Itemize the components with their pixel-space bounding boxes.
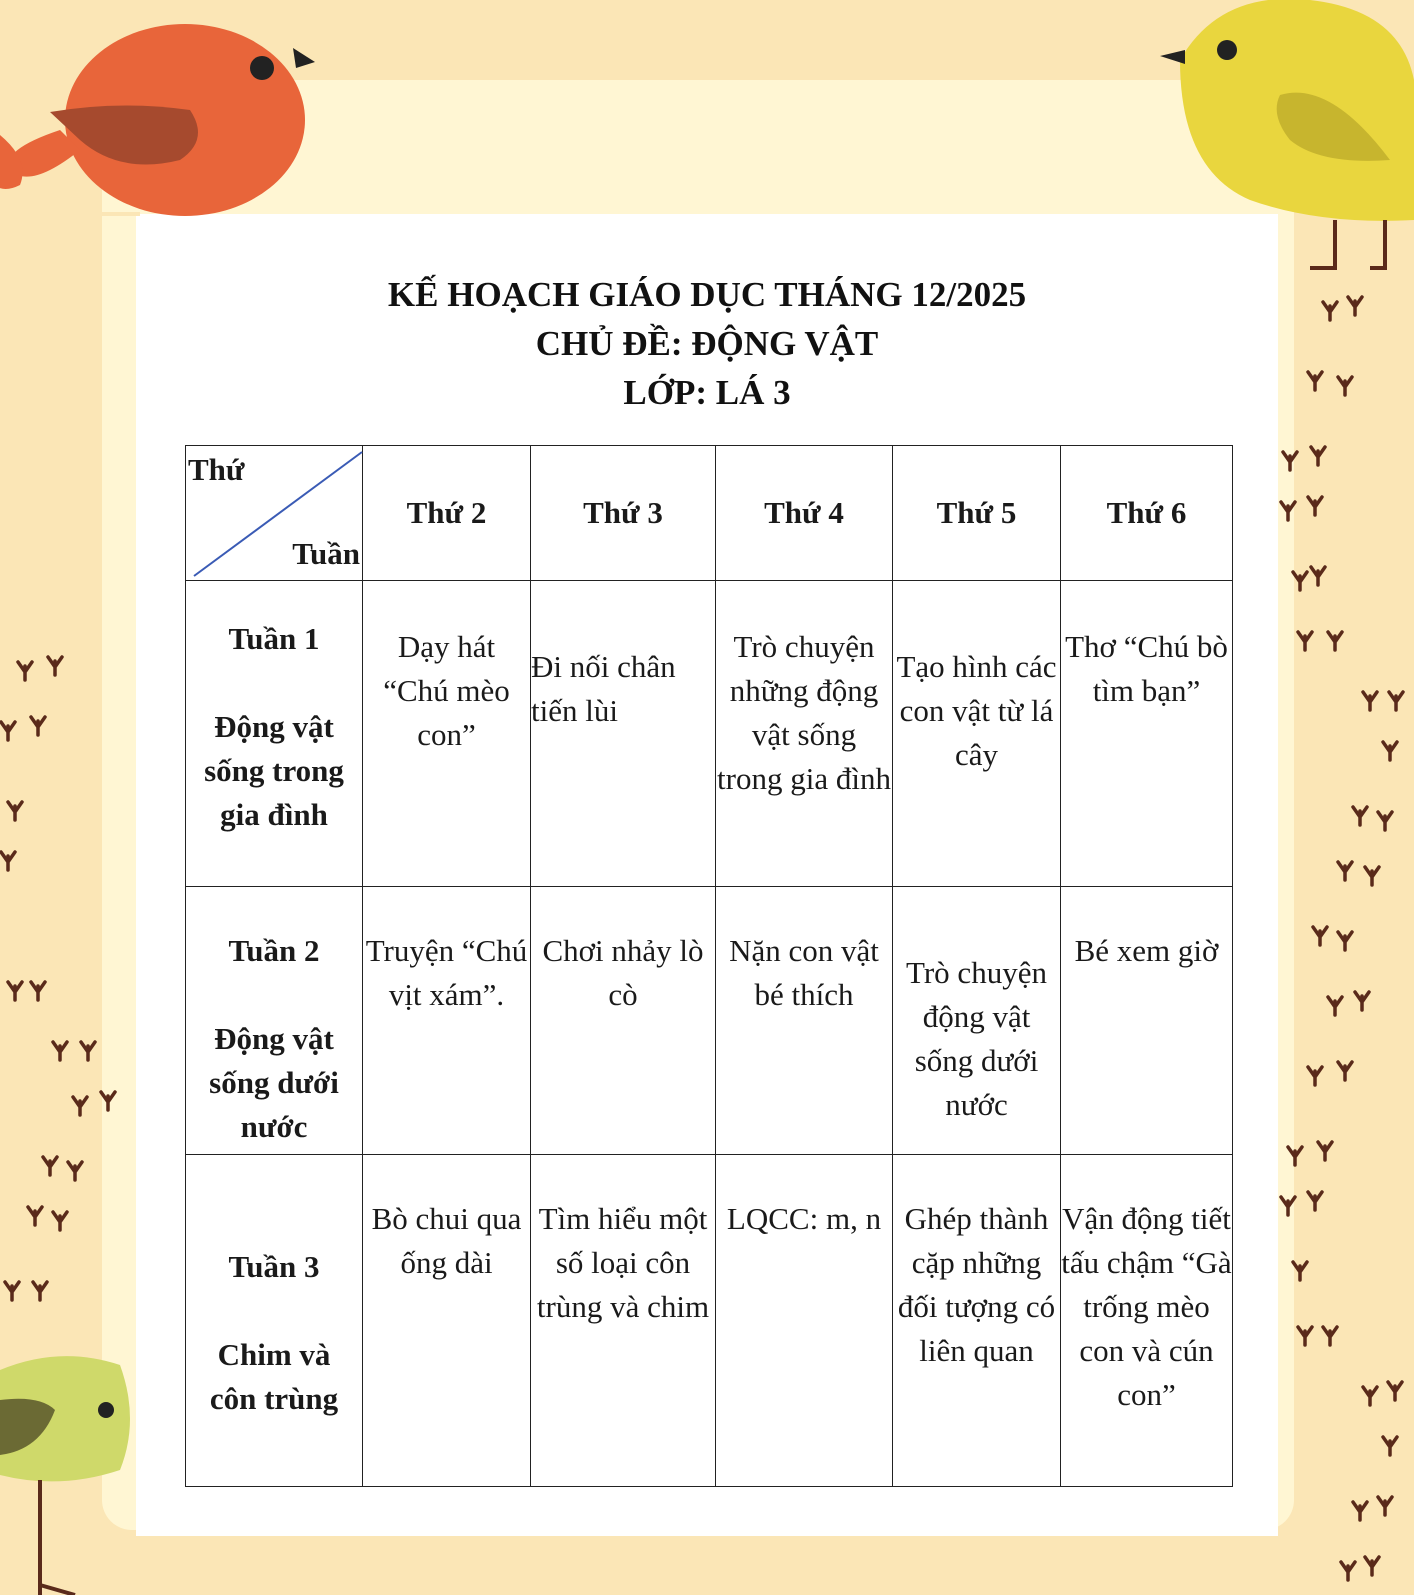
week-topic: Động vật sống trong gia đình <box>204 709 344 832</box>
week-row-1 <box>186 581 1233 887</box>
week-cell <box>186 887 363 1155</box>
title-line-3: LỚP: LÁ 3 <box>623 373 791 412</box>
day-header: Thứ 6 <box>1061 446 1233 581</box>
footprints-right-icon <box>1281 297 1403 1580</box>
activity-cell: Bò chui qua ống dài <box>363 1155 531 1487</box>
week-name: Tuần 1 <box>228 621 320 656</box>
header-row <box>186 446 1233 581</box>
title-line-2: CHỦ ĐỀ: ĐỘNG VẬT <box>535 324 879 363</box>
week-topic: Động vật sống dưới nước <box>209 1021 339 1144</box>
corner-day-label: Thứ <box>188 452 245 487</box>
day-header: Thứ 2 <box>363 446 531 581</box>
week-topic: Chim và côn trùng <box>209 1337 339 1416</box>
activity-cell: Tạo hình các con vật từ lá cây <box>893 581 1061 887</box>
footprints-left-icon <box>1 657 115 1300</box>
week-cell <box>186 581 363 887</box>
day-header: Thứ 5 <box>893 446 1061 581</box>
activity-cell: Dạy hát “Chú mèo con” <box>363 581 531 887</box>
activity-cell: Vận động tiết tấu chậm “Gà trống mèo con và cún con” <box>1061 1155 1233 1487</box>
week-row-3 <box>186 1155 1233 1487</box>
activity-cell: Nặn con vật bé thích <box>716 887 893 1155</box>
activity-cell: Trò chuyện những động vật sống trong gia đình <box>716 581 893 887</box>
activity-cell: Tìm hiểu một số loại côn trùng và chim <box>531 1155 716 1487</box>
corner-cell <box>186 446 363 581</box>
activity-cell: LQCC: m, n <box>716 1155 893 1487</box>
document-title <box>136 270 1278 417</box>
activity-cell: Truyện “Chú vịt xám”. <box>363 887 531 1155</box>
activity-cell: Trò chuyện động vật sống dưới nước <box>893 887 1061 1155</box>
week-name: Tuần 3 <box>228 1249 320 1284</box>
schedule-table <box>185 445 1233 1487</box>
activity-cell: Chơi nhảy lò cò <box>531 887 716 1155</box>
activity-cell: Bé xem giờ <box>1061 887 1233 1155</box>
day-header: Thứ 3 <box>531 446 716 581</box>
week-row-2 <box>186 887 1233 1155</box>
corner-week-label: Tuần <box>292 536 360 571</box>
title-line-1: KẾ HOẠCH GIÁO DỤC THÁNG 12/2025 <box>387 275 1027 314</box>
activity-cell: Ghép thành cặp những đối tượng có liên quan <box>893 1155 1061 1487</box>
week-cell <box>186 1155 363 1487</box>
day-header: Thứ 4 <box>716 446 893 581</box>
activity-cell: Thơ “Chú bò tìm bạn” <box>1061 581 1233 887</box>
activity-cell: Đi nối chân tiến lùi <box>531 581 716 887</box>
week-name: Tuần 2 <box>228 933 320 968</box>
